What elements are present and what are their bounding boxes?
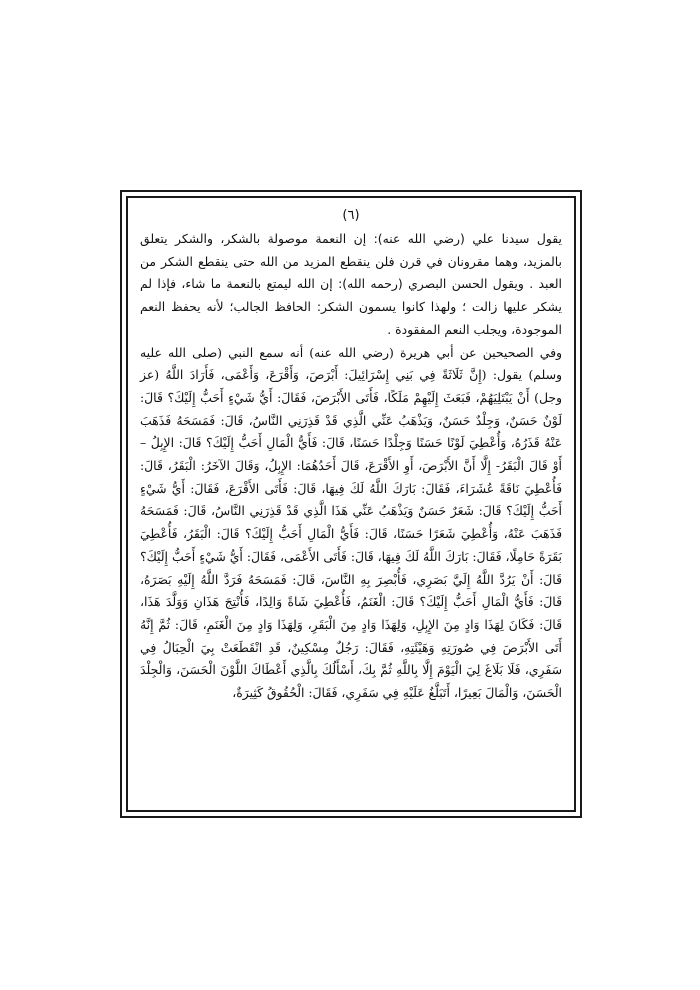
paragraph-hadith: وفي الصحيحين عن أبي هريرة (رضي الله عنه) أنه سمع النبي (صلى الله عليه وسلم) يقول: (إِنَّ ثَلَاثَةً فِي بَنِي إِسْرَائِيلَ: أَبْرَصَ، وَأَقْرَعَ، وَأَعْمَى، فَأَرَادَ اللَّهُ (عز وجل) أَنْ يَبْتَلِيَهُمْ، فَبَعَثَ إِلَيْهِمْ مَلَكًا، فَأَتَى الأَبْرَصَ، فَقَالَ: أَيُّ شَيْءٍ أَحَبُّ إِلَيْكَ؟ قَالَ: لَوْنٌ حَسَنٌ، وَجِلْدٌ حَسَنٌ، وَيَذْهَبُ عَنِّي الَّذِي قَدْ قَذِرَنِي النَّاسُ، قَالَ: فَمَسَحَهُ فَذَهَبَ عَنْهُ قَذَرُهُ، وَأُعْطِيَ لَوْنًا حَسَنًا وَجِلْدًا حَسَنًا، قَالَ: فَأَيُّ الْمَالِ أَحَبُّ إِلَيْكَ؟ قَالَ: الإِبِلُ – أَوْ قَالَ الْبَقَرُ- إِلَّا أَنَّ الأَبْرَصَ، أَوِ الأَقْرَعَ، قَالَ أَحَدُهُمَا: الإِبِلُ، وَقَالَ الآخَرُ: الْبَقَرُ، قَالَ: فَأُعْطِيَ نَاقَةً عُشَرَاءَ، فَقَالَ: بَارَكَ اللَّهُ لَكَ فِيهَا، قَالَ: فَأَتَى الأَقْرَعَ، فَقَالَ: أَيُّ شَيْءٍ أَحَبُّ إِلَيْكَ؟ قَالَ: شَعَرٌ حَسَنٌ وَيَذْهَبُ عَنِّي هَذَا الَّذِي قَدْ قَذِرَنِي النَّاسُ، قَالَ: فَمَسَحَهُ فَذَهَبَ عَنْهُ، وَأُعْطِيَ شَعَرًا حَسَنًا، قَالَ: فَأَيُّ الْمَالِ أَحَبُّ إِلَيْكَ؟ قَالَ: الْبَقَرُ، فَأُعْطِيَ بَقَرَةً حَامِلًا، فَقَالَ: بَارَكَ اللَّهُ لَكَ فِيهَا، قَالَ: فَأَتَى الأَعْمَى، فَقَالَ: أَيُّ شَيْءٍ أَحَبُّ إِلَيْكَ؟ قَالَ: أَنْ يَرُدَّ اللَّهُ إِلَيَّ بَصَرِي، فَأُبْصِرَ بِهِ النَّاسَ، قَالَ: فَمَسَحَهُ فَرَدَّ اللَّهُ إِلَيْهِ بَصَرَهُ، قَالَ: فَأَيُّ الْمَالِ أَحَبُّ إِلَيْكَ؟ قَالَ: الْغَنَمُ، فَأُعْطِيَ شَاةً وَالِدًا، فَأُنْتِجَ هَذَانِ وَوَلَّدَ هَذَا، قَالَ: فَكَانَ لِهَذَا وَادٍ مِنَ الإِبِلِ، وَلِهَذَا وَادٍ مِنَ الْبَقَرِ، وَلِهَذَا وَادٍ مِنَ الْغَنَمِ، قَالَ: ثُمَّ إِنَّهُ أَتَى الأَبْرَصَ فِي صُورَتِهِ وَهَيْئَتِهِ، فَقَالَ: رَجُلٌ مِسْكِينٌ، قَدِ انْقَطَعَتْ بِيَ الْحِبَالُ فِي سَفَرِي، فَلَا بَلَاغَ لِيَ الْيَوْمَ إِلَّا بِاللَّهِ ثُمَّ بِكَ، أَسْأَلُكَ بِالَّذِي أَعْطَاكَ اللَّوْنَ الْحَسَنَ، وَالْجِلْدَ الْحَسَنَ، وَالْمَالَ بَعِيرًا، أَتَبَلَّغُ عَلَيْهِ فِي سَفَرِي، فَقَالَ: الْحُقُوقُ كَثِيرَةٌ، [140,344,562,701]
page-border-inner [126,196,576,812]
page-number: (٦) [342,208,360,223]
paragraph-gratitude: يقول سيدنا علي (رضي الله عنه): إن النعمة موصولة بالشكر، والشكر يتعلق بالمزيد، وهما مقرونان في قرن فلن ينقطع المزيد من الله حتى ينقطع الشكر من العبد . ويقول الحسن البصري (رحمه الله): إن الله ليمتع بالنعمة ما شاء، فإذا لم يشكر عليها زالت ؛ ولهذا كانوا يسمون الشكر: الحافظ الجالب؛ لأنه يحفظ النعم الموجودة، ويجلب النعم المفقودة . [140,231,562,337]
page-border-outer [120,190,582,818]
